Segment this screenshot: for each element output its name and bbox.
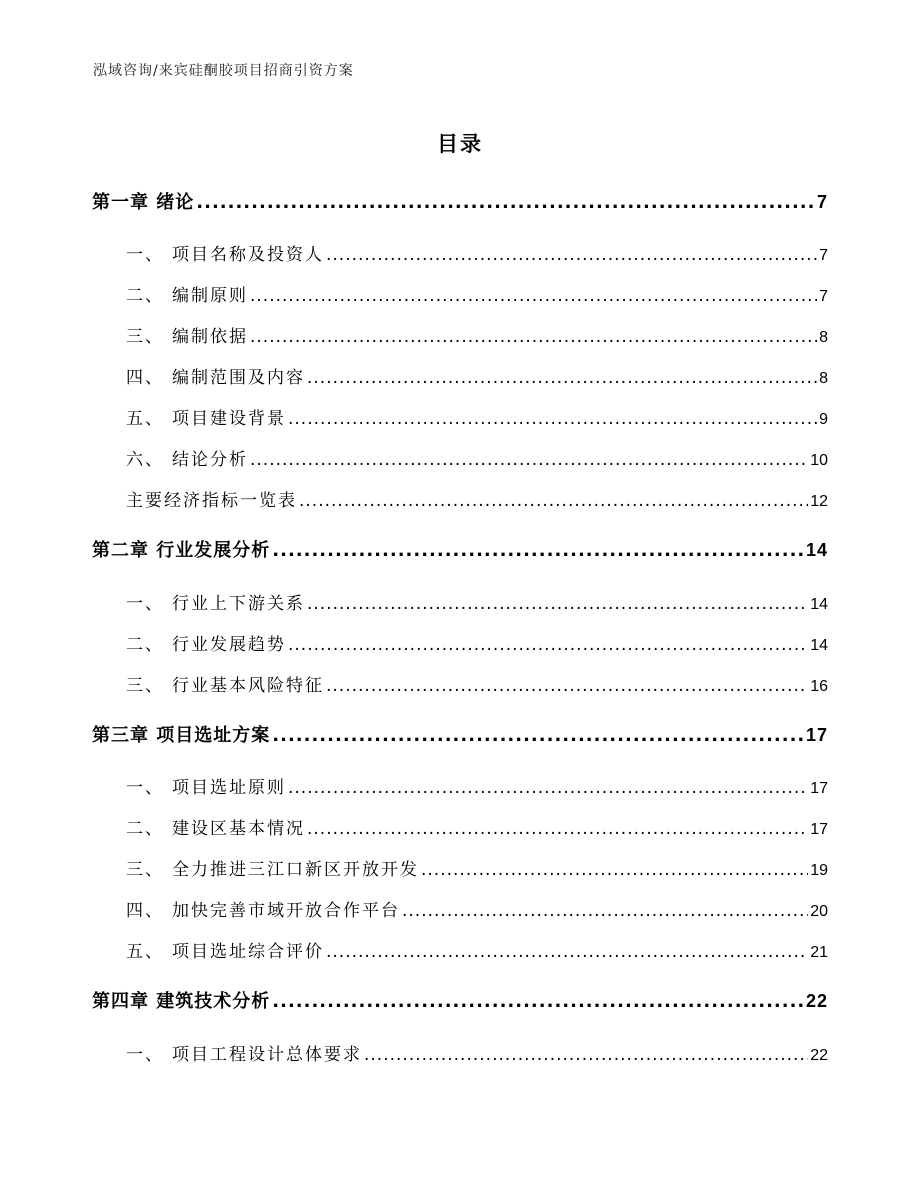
toc-label: 项目工程设计总体要求 — [172, 1045, 362, 1065]
toc-section[interactable] — [126, 773, 828, 798]
toc-chapter-3[interactable] — [92, 721, 828, 747]
toc-page-number: 17 — [810, 780, 828, 797]
toc-chapter-1[interactable] — [92, 188, 828, 214]
dot-leader — [288, 409, 817, 429]
dot-leader — [307, 594, 808, 614]
toc-section-number: 一、 — [126, 245, 164, 265]
toc-section[interactable] — [126, 322, 828, 347]
toc-section-number: 五、 — [126, 942, 164, 962]
toc-section[interactable] — [126, 589, 828, 614]
toc-section[interactable] — [126, 404, 828, 429]
toc-section[interactable] — [126, 1040, 828, 1065]
toc-label: 编制范围及内容 — [172, 368, 305, 388]
toc-page-number: 14 — [805, 540, 828, 560]
dot-leader — [272, 725, 804, 746]
dot-leader — [250, 450, 808, 470]
toc-section-number: 二、 — [126, 819, 164, 839]
page-header: 泓域咨询/来宾硅酮胶项目招商引资方案 — [93, 63, 354, 79]
dot-leader — [288, 635, 808, 655]
toc-label: 主要经济指标一览表 — [126, 491, 297, 511]
toc-label: 全力推进三江口新区开放开发 — [172, 860, 419, 880]
toc-section-number: 三、 — [126, 860, 164, 880]
toc-section-number: 一、 — [126, 778, 164, 798]
toc-page-number: 21 — [810, 944, 828, 961]
dot-leader — [402, 901, 808, 921]
toc-section-number: 三、 — [126, 676, 164, 696]
toc-label: 行业上下游关系 — [172, 594, 305, 614]
toc-page-number: 16 — [810, 678, 828, 695]
toc-label: 加快完善市域开放合作平台 — [172, 901, 400, 921]
toc-section-number: 三、 — [126, 327, 164, 347]
toc-page-number: 22 — [805, 991, 828, 1011]
toc-label: 第一章 绪论 — [92, 192, 195, 213]
dot-leader — [196, 192, 815, 213]
toc-section-number: 四、 — [126, 368, 164, 388]
dot-leader — [272, 991, 804, 1012]
toc-section-number: 六、 — [126, 450, 164, 470]
dot-leader — [364, 1045, 808, 1065]
toc-page-number: 14 — [810, 596, 828, 613]
toc-label: 编制依据 — [172, 327, 248, 347]
toc-chapter-4[interactable] — [92, 987, 828, 1013]
dot-leader — [250, 327, 817, 347]
toc-label: 结论分析 — [172, 450, 248, 470]
toc-section-number: 二、 — [126, 635, 164, 655]
toc-page-number: 9 — [819, 411, 828, 428]
toc-section[interactable] — [126, 855, 828, 880]
toc-section[interactable] — [126, 486, 828, 511]
toc-section[interactable] — [126, 671, 828, 696]
toc-page-number: 7 — [819, 288, 828, 305]
toc-section-number: 二、 — [126, 286, 164, 306]
toc-chapter-2[interactable] — [92, 536, 828, 562]
toc-label: 项目名称及投资人 — [172, 245, 324, 265]
dot-leader — [326, 245, 817, 265]
toc-section[interactable] — [126, 630, 828, 655]
toc-label: 行业发展趋势 — [172, 635, 286, 655]
toc-page-number: 7 — [816, 192, 828, 212]
toc-page-number: 14 — [810, 637, 828, 654]
toc-section-number: 四、 — [126, 901, 164, 921]
toc-page-number: 22 — [810, 1047, 828, 1064]
toc-label: 编制原则 — [172, 286, 248, 306]
dot-leader — [326, 942, 808, 962]
toc-page-number: 20 — [810, 903, 828, 920]
toc-section[interactable] — [126, 445, 828, 470]
dot-leader — [288, 778, 808, 798]
toc-label: 行业基本风险特征 — [172, 676, 324, 696]
toc-page-number: 17 — [805, 725, 828, 745]
toc-label: 项目选址原则 — [172, 778, 286, 798]
toc-section[interactable] — [126, 240, 828, 265]
dot-leader — [421, 860, 808, 880]
toc-section[interactable] — [126, 363, 828, 388]
toc-section[interactable] — [126, 937, 828, 962]
toc-page-number: 12 — [810, 493, 828, 510]
toc-section[interactable] — [126, 896, 828, 921]
toc-label: 项目建设背景 — [172, 409, 286, 429]
dot-leader — [326, 676, 808, 696]
toc-label: 建设区基本情况 — [172, 819, 305, 839]
toc-label: 第四章 建筑技术分析 — [92, 991, 271, 1012]
toc-label: 第二章 行业发展分析 — [92, 540, 271, 561]
page-title: 目录 — [437, 132, 483, 156]
toc-section[interactable] — [126, 281, 828, 306]
dot-leader — [307, 819, 808, 839]
toc-page-number: 8 — [819, 370, 828, 387]
toc-section-number: 一、 — [126, 1045, 164, 1065]
toc-page-number: 7 — [819, 247, 828, 264]
toc-section[interactable] — [126, 814, 828, 839]
dot-leader — [272, 540, 804, 561]
toc-page-number: 8 — [819, 329, 828, 346]
toc-page-number: 19 — [810, 862, 828, 879]
toc-section-number: 五、 — [126, 409, 164, 429]
dot-leader — [250, 286, 817, 306]
dot-leader — [299, 491, 808, 511]
dot-leader — [307, 368, 817, 388]
toc-label: 项目选址综合评价 — [172, 942, 324, 962]
toc-page-number: 17 — [810, 821, 828, 838]
toc-label: 第三章 项目选址方案 — [92, 725, 271, 746]
toc-page-number: 10 — [810, 452, 828, 469]
toc-section-number: 一、 — [126, 594, 164, 614]
